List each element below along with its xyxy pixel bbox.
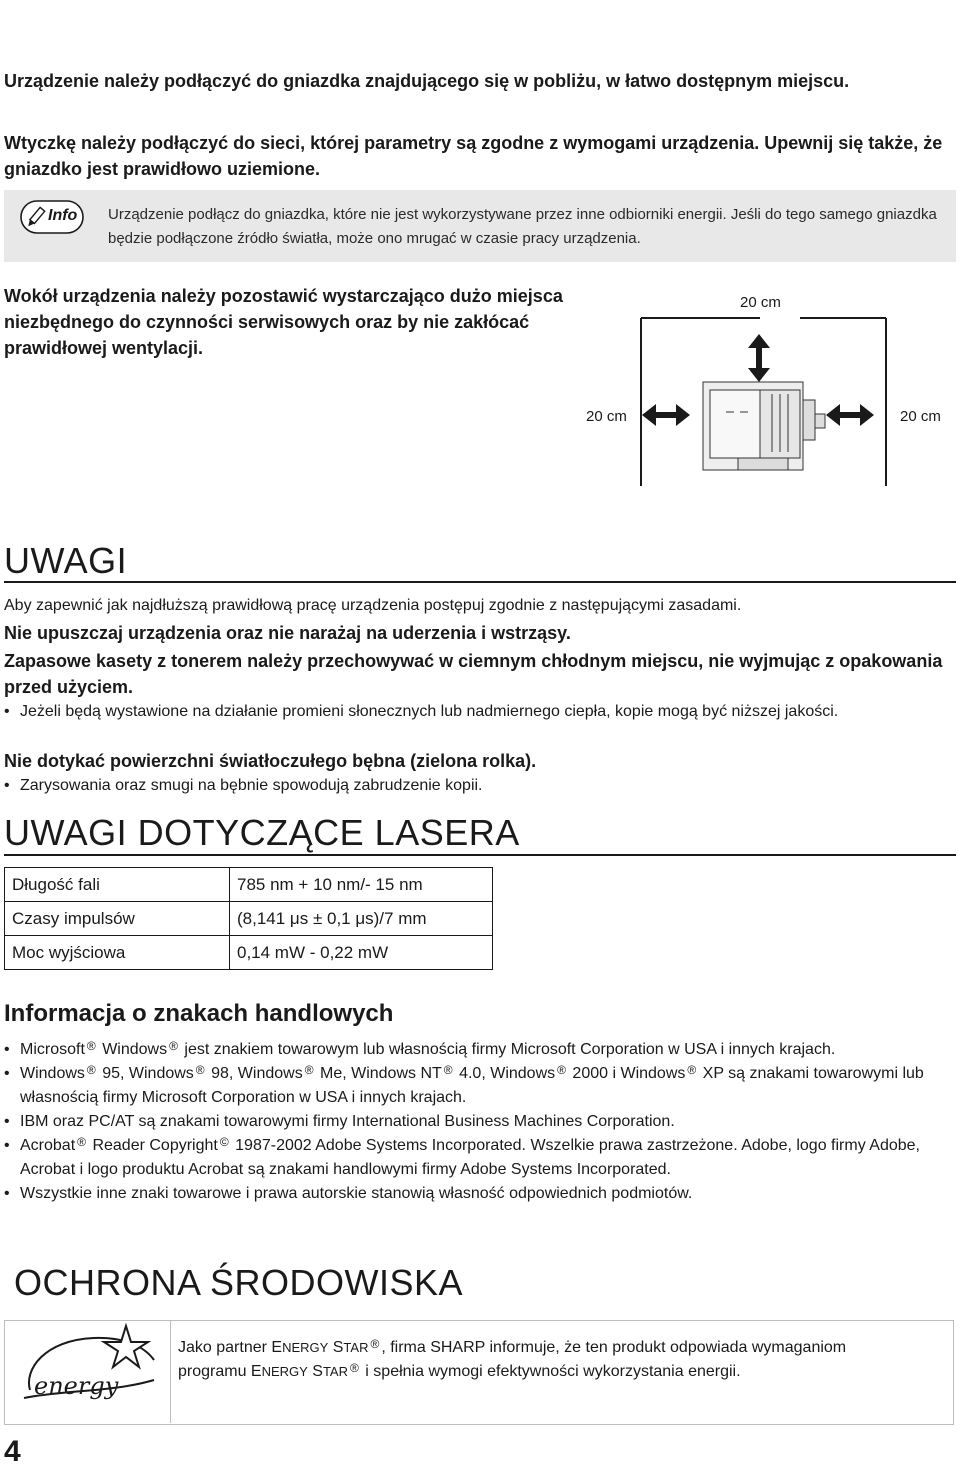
page-number: 4 xyxy=(4,1435,21,1468)
list-item xyxy=(4,1062,924,1110)
list-item: • Zarysowania oraz smugi na bębnie spowodują zabrudzenie kopii. xyxy=(4,774,944,798)
energy-logo-text: energy xyxy=(34,1372,119,1400)
tm-text: Windows xyxy=(20,1065,85,1082)
tm-text: 4.0, Windows xyxy=(459,1065,556,1082)
energy-text: , firma SHARP informuje, że ten produkt odpowiada wymaganiom programu xyxy=(178,1339,847,1380)
energy-text: i spełnia wymogi efektywności wykorzystania energii. xyxy=(360,1363,741,1380)
energy-text: TAR xyxy=(343,1340,369,1355)
environment-title: OCHRONA ŚRODOWISKA xyxy=(14,1262,464,1303)
uwagi-intro: Aby zapewnić jak najdłuższą prawidłową pracę urządzenia postępuj zgodnie z następującymi zasadami. xyxy=(4,597,742,614)
energy-text: S xyxy=(328,1339,344,1356)
uwagi-title: UWAGI xyxy=(4,540,128,581)
clearance-left-label: 20 cm xyxy=(586,408,627,425)
energy-text: NERGY xyxy=(282,1340,329,1355)
list-item xyxy=(4,1134,924,1182)
tm-text: Microsoft xyxy=(20,1041,85,1058)
uwagi-rule-3: Nie dotykać powierzchni światłoczułego bębna (zielona rolka). xyxy=(4,751,537,771)
clearance-diagram-drawing xyxy=(560,290,960,490)
uwagi-list-1 xyxy=(4,700,944,724)
registered-mark: ® xyxy=(86,1063,96,1077)
tm-text: Acrobat xyxy=(20,1137,76,1154)
registered-mark: ® xyxy=(370,1337,380,1351)
arrow-up-down-icon xyxy=(748,334,770,382)
energy-text: E xyxy=(250,1363,262,1380)
table-row xyxy=(5,936,493,970)
registered-mark: ® xyxy=(687,1063,697,1077)
laser-cell-value: (8,141 μs ± 0,1 μs)/7 mm xyxy=(230,902,493,936)
intro-paragraph-2: Wtyczkę należy podłączyć do sieci, której parametry są zgodne z wymogami urządzenia. Upewnij się także, że gniazdko jest prawidłowo uziemione. xyxy=(4,133,943,179)
uwagi-rule xyxy=(4,581,956,583)
tm-text: 95, Windows xyxy=(102,1065,194,1082)
tm-text: 98, Windows xyxy=(211,1065,303,1082)
uwagi-rule-2: Zapasowe kasety z tonerem należy przechowywać w ciemnym chłodnym miejscu, nie wyjmując z opakowania przed użyciem. xyxy=(4,651,943,697)
tm-text: Me, Windows NT xyxy=(319,1065,442,1082)
arrow-left-right-icon xyxy=(642,404,690,426)
clearance-right-label: 20 cm xyxy=(900,408,941,425)
uwagi-list-2 xyxy=(4,774,944,798)
info-badge xyxy=(20,200,84,234)
list-item: • Wszystkie inne znaki towarowe i prawa autorskie stanowią własność odpowiednich podmiotów. xyxy=(4,1182,924,1206)
registered-mark: ® xyxy=(86,1039,96,1053)
uwagi-rule-1: Nie upuszczaj urządzenia oraz nie narażaj na uderzenia i wstrząsy. xyxy=(4,623,571,643)
energy-text: S xyxy=(307,1363,323,1380)
laser-cell-value: 785 nm + 10 nm/- 15 nm xyxy=(230,868,493,902)
list-item: • Jeżeli będą wystawione na działanie promieni słonecznych lub nadmiernego ciepła, kopie mogą być niższej jakości. xyxy=(4,700,944,724)
copier-top-view xyxy=(703,382,825,470)
laser-rule xyxy=(4,854,956,856)
tm-text: Reader Copyright xyxy=(92,1137,218,1154)
trademarks-title: Informacja o znakach handlowych xyxy=(4,1000,394,1027)
table-row xyxy=(5,902,493,936)
energy-text: E xyxy=(271,1339,283,1356)
laser-cell-value: 0,14 mW - 0,22 mW xyxy=(230,936,493,970)
laser-cell-label: Długość fali xyxy=(5,868,230,902)
tm-text: XP są znakami towarowymi lub własnością firmy Microsoft Corporation w USA i innych krajach. xyxy=(20,1065,924,1106)
tm-text: jest znakiem towarowym lub własnością firmy Microsoft Corporation w USA i innych krajach. xyxy=(184,1041,836,1058)
info-text: Urządzenie podłącz do gniazdka, które nie jest wykorzystywane przez inne odbiorniki energii. Jeśli do tego samego gniazdka będzie podłączone źródło światła, może ono mrugać w czasie pracy urządzenia. xyxy=(108,206,937,247)
list-item: • IBM oraz PC/AT są znakami towarowymi firmy International Business Machines Corporation. xyxy=(4,1110,924,1134)
registered-mark: ® xyxy=(304,1063,314,1077)
energy-star-text xyxy=(178,1336,918,1384)
laser-table xyxy=(4,867,493,970)
tm-text: 2000 i Windows xyxy=(572,1065,686,1082)
registered-mark: ® xyxy=(350,1361,359,1375)
registered-mark: ® xyxy=(169,1039,178,1053)
tm-text: Windows xyxy=(102,1041,168,1058)
energy-star-logo xyxy=(4,1320,171,1423)
laser-cell-label: Moc wyjściowa xyxy=(5,936,230,970)
registered-mark: ® xyxy=(557,1063,566,1077)
table-row xyxy=(5,868,493,902)
tm-text: 1987-2002 Adobe Systems Incorporated. Wszelkie prawa zastrzeżone. Adobe, logo firmy Adobe, Acrobat i logo produktu Acrobat są znakami handlowymi firmy Adobe Systems Incorporated. xyxy=(20,1137,920,1178)
energy-text: TAR xyxy=(322,1364,348,1379)
list-item xyxy=(4,1038,924,1062)
laser-title: UWAGI DOTYCZĄCE LASERA xyxy=(4,812,520,853)
clearance-text: Wokół urządzenia należy pozostawić wystarczająco dużo miejsca niezbędnego do czynności serwisowych oraz by nie zakłócać prawidłowej wentylacji. xyxy=(4,286,563,358)
registered-mark: ® xyxy=(77,1135,86,1149)
clearance-top-label: 20 cm xyxy=(740,294,781,311)
trademarks-list xyxy=(4,1038,924,1206)
arrow-left-right-icon xyxy=(826,404,874,426)
copyright-mark: © xyxy=(219,1135,229,1149)
registered-mark: ® xyxy=(443,1063,453,1077)
info-badge-label: Info xyxy=(48,207,78,224)
intro-paragraph-1: Urządzenie należy podłączyć do gniazdka znajdującego się w pobliżu, w łatwo dostępnym miejscu. xyxy=(4,71,850,91)
energy-text: NERGY xyxy=(261,1364,308,1379)
laser-cell-label: Czasy impulsów xyxy=(5,902,230,936)
registered-mark: ® xyxy=(195,1063,205,1077)
energy-text: Jako partner xyxy=(178,1339,272,1356)
clearance-diagram xyxy=(560,290,960,490)
